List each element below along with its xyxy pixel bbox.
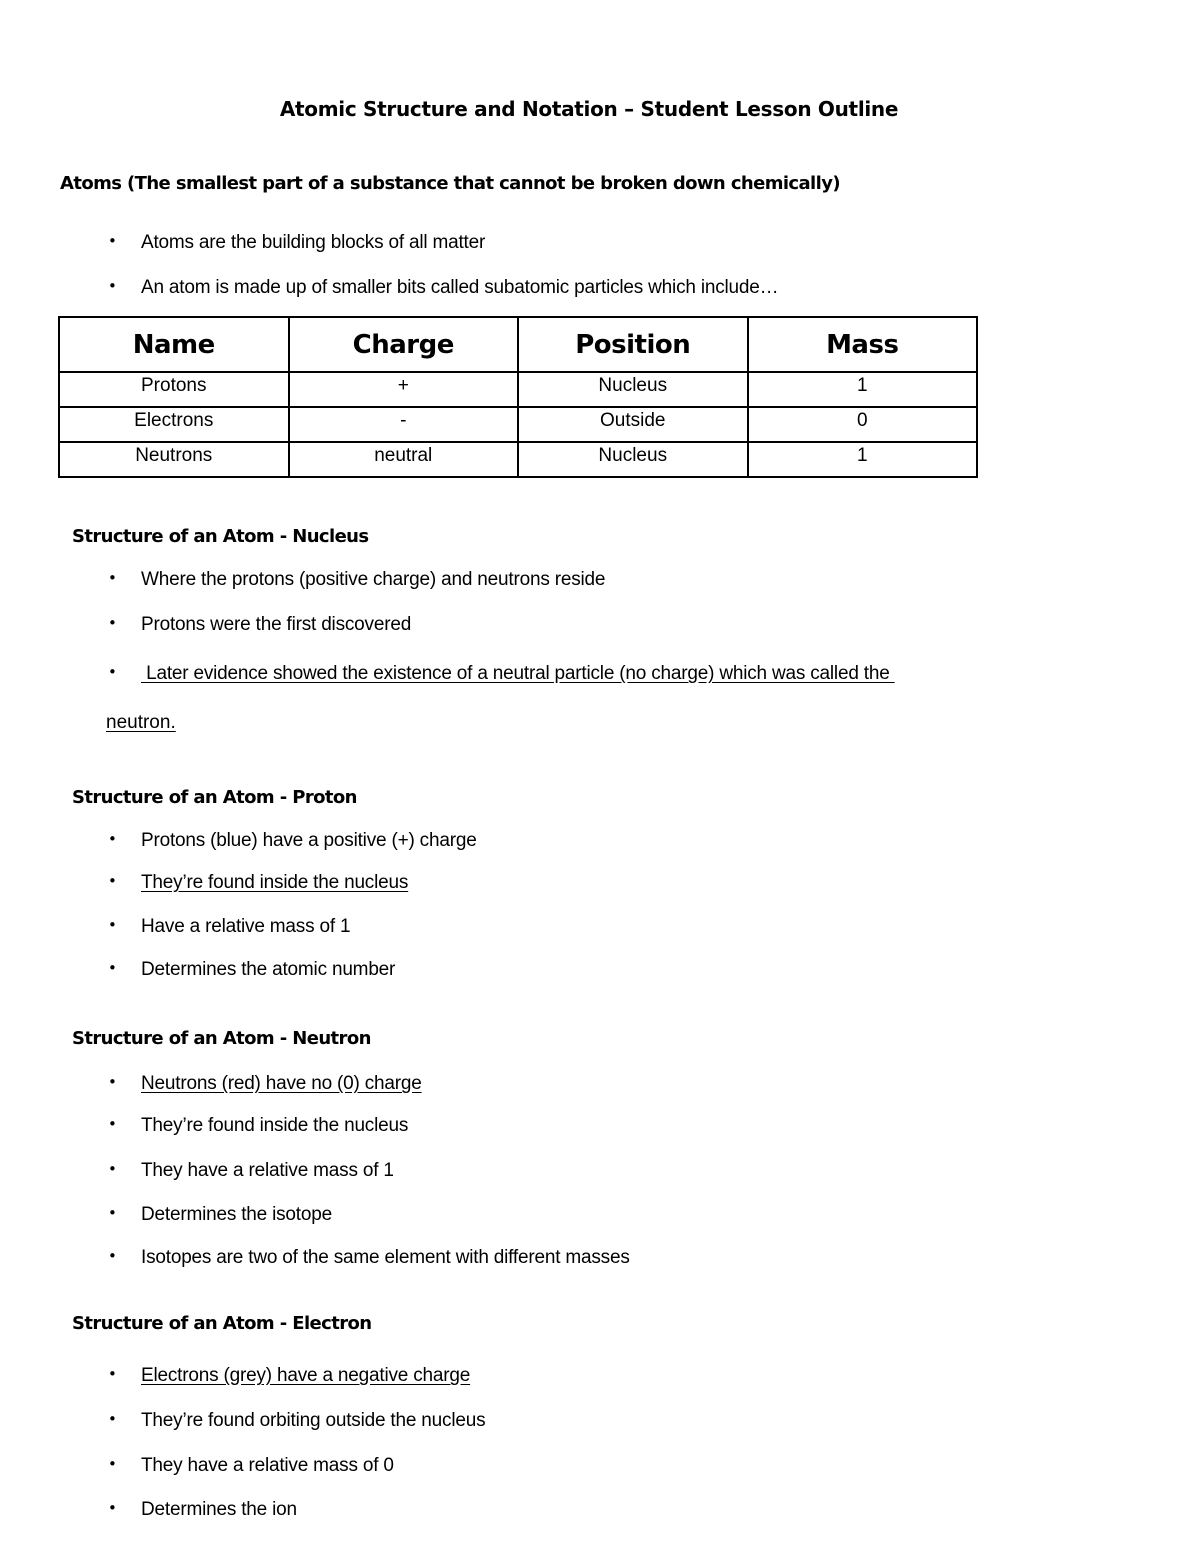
table-cell: 0 — [748, 407, 978, 442]
electron-heading: Structure of an Atom - Electron — [72, 1313, 372, 1334]
nucleus-heading: Structure of an Atom - Nucleus — [72, 526, 369, 547]
neutron-heading: Structure of an Atom - Neutron — [72, 1028, 371, 1049]
list-item-text: Determines the atomic number — [141, 959, 396, 980]
column-header-mass: Mass — [748, 317, 978, 372]
table-row — [59, 407, 977, 442]
table-cell: Outside — [518, 407, 748, 442]
bullet-icon: • — [108, 830, 117, 848]
list-item-text: Protons were the first discovered — [141, 614, 412, 635]
list-item-text: Electrons (grey) have a negative charge — [141, 1365, 471, 1386]
bullet-icon: • — [108, 663, 117, 681]
bullet-icon: • — [108, 1204, 117, 1222]
bullet-icon: • — [108, 1115, 117, 1133]
bullet-icon: • — [108, 916, 117, 934]
bullet-icon: • — [108, 1499, 117, 1517]
list-item-text: An atom is made up of smaller bits called subatomic particles which include… — [141, 277, 779, 298]
bullet-icon: • — [108, 1455, 117, 1473]
column-header-position: Position — [518, 317, 748, 372]
list-item-text: Have a relative mass of 1 — [141, 916, 351, 937]
list-item-text: Protons (blue) have a positive (+) charge — [141, 830, 477, 851]
bullet-icon: • — [108, 569, 117, 587]
list-item-text: They’re found inside the nucleus — [141, 1115, 409, 1136]
table-cell: Neutrons — [59, 442, 289, 477]
list-item-text: Isotopes are two of the same element with different masses — [141, 1247, 630, 1268]
list-item-text: Where the protons (positive charge) and neutrons reside — [141, 569, 606, 590]
list-item-text: Later evidence showed the existence of a neutral particle (no charge) which was called the — [141, 663, 895, 684]
subatomic-particles-table — [58, 316, 978, 478]
table-cell: 1 — [748, 372, 978, 407]
list-item-text: Determines the ion — [141, 1499, 297, 1520]
table-cell: - — [289, 407, 519, 442]
bullet-icon: • — [108, 614, 117, 632]
bullet-icon: • — [108, 232, 117, 250]
list-item-continuation: neutron. — [106, 712, 176, 733]
bullet-icon: • — [108, 872, 117, 890]
list-item-text: They have a relative mass of 1 — [141, 1160, 394, 1181]
page-title: Atomic Structure and Notation – Student Lesson Outline — [279, 97, 899, 121]
table-cell: 1 — [748, 442, 978, 477]
bullet-icon: • — [108, 1410, 117, 1428]
list-item-text: They have a relative mass of 0 — [141, 1455, 394, 1476]
bullet-icon: • — [108, 959, 117, 977]
table-cell: + — [289, 372, 519, 407]
proton-heading: Structure of an Atom - Proton — [72, 787, 357, 808]
atoms-heading: Atoms (The smallest part of a substance that cannot be broken down chemically) — [60, 173, 840, 194]
list-item-text: Atoms are the building blocks of all matter — [141, 232, 486, 253]
table-cell: neutral — [289, 442, 519, 477]
table-header-row — [59, 317, 977, 372]
column-header-name: Name — [59, 317, 289, 372]
table-row — [59, 372, 977, 407]
column-header-charge: Charge — [289, 317, 519, 372]
table-cell: Protons — [59, 372, 289, 407]
bullet-icon: • — [108, 1365, 117, 1383]
list-item-text: Neutrons (red) have no (0) charge — [141, 1073, 422, 1094]
table-cell: Nucleus — [518, 372, 748, 407]
bullet-icon: • — [108, 277, 117, 295]
list-item-text: They’re found inside the nucleus — [141, 872, 409, 893]
bullet-icon: • — [108, 1247, 117, 1265]
bullet-icon: • — [108, 1160, 117, 1178]
table-cell: Electrons — [59, 407, 289, 442]
list-item-text: They’re found orbiting outside the nucleus — [141, 1410, 486, 1431]
table-row — [59, 442, 977, 477]
bullet-icon: • — [108, 1073, 117, 1091]
list-item-text: Determines the isotope — [141, 1204, 332, 1225]
table-cell: Nucleus — [518, 442, 748, 477]
